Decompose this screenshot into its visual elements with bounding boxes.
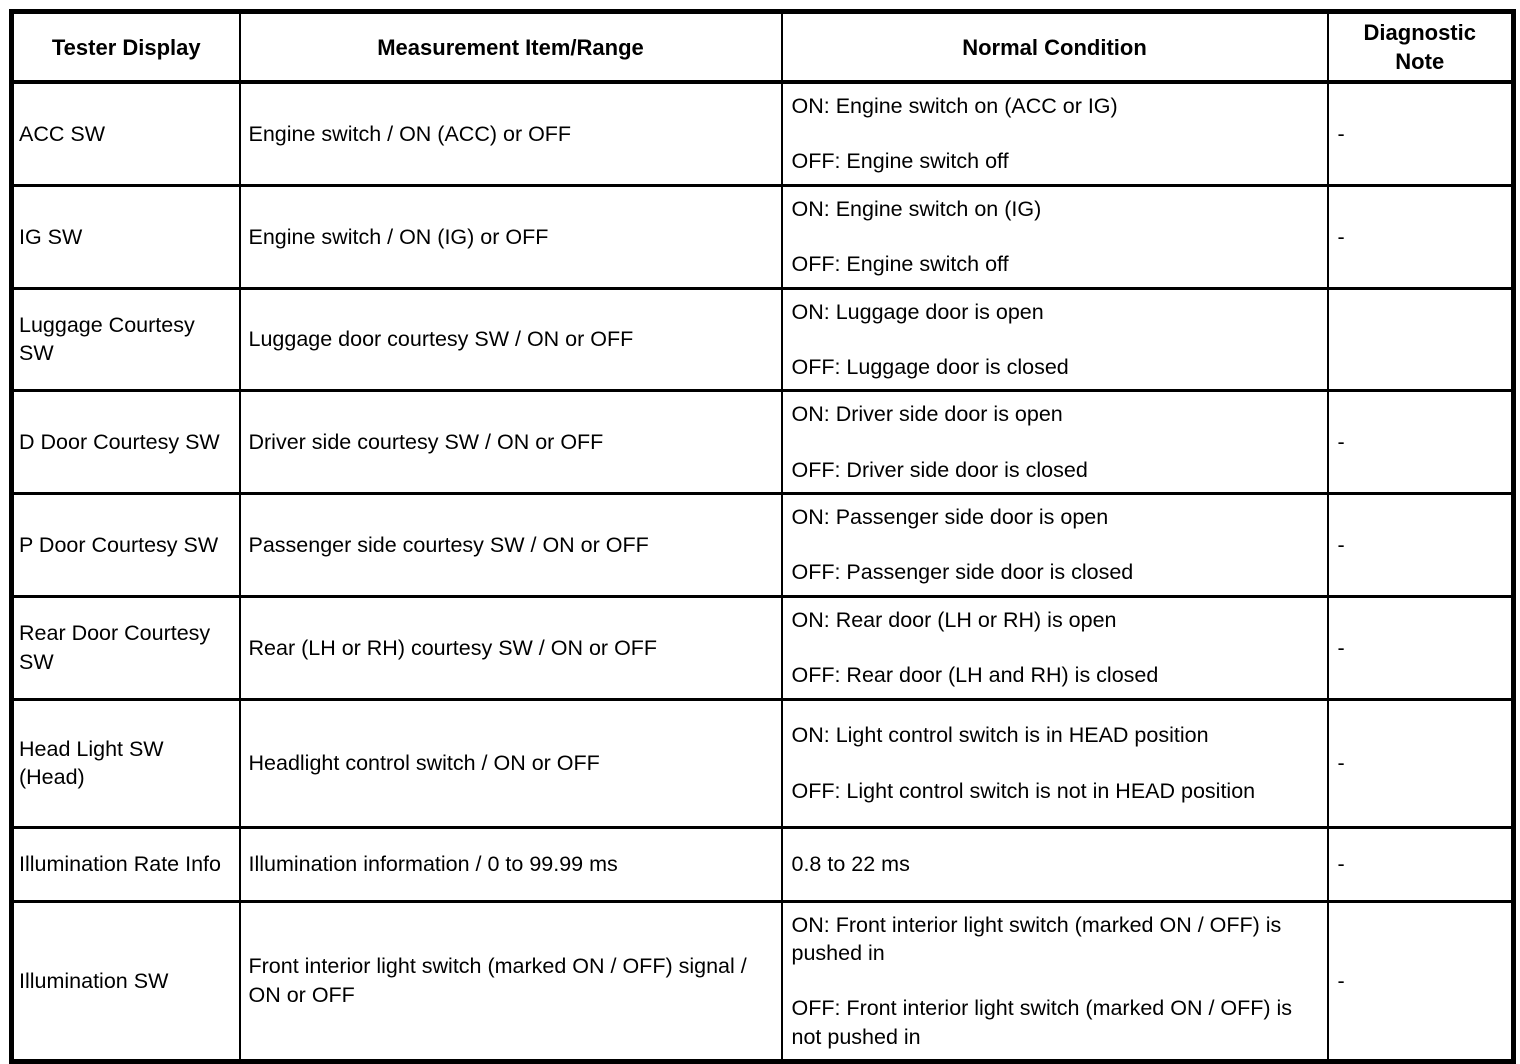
cell-normal-condition xyxy=(782,827,1328,901)
table-row xyxy=(12,185,1514,288)
cell-normal-condition xyxy=(782,82,1328,185)
cell-tester-display: Rear Door Courtesy SW xyxy=(12,596,240,699)
condition-line-off: OFF: Passenger side door is closed xyxy=(791,560,1134,585)
condition-line-off: OFF: Light control switch is not in HEAD position xyxy=(791,778,1256,803)
cell-measurement: Passenger side courtesy SW / ON or OFF xyxy=(240,494,782,597)
cell-measurement: Luggage door courtesy SW / ON or OFF xyxy=(240,288,782,391)
condition-line-on: ON: Engine switch on (ACC or IG) xyxy=(791,94,1118,119)
condition-line-on: ON: Passenger side door is open xyxy=(791,505,1109,530)
condition-line-off: OFF: Front interior light switch (marked ON / OFF) is not pushed in xyxy=(791,996,1293,1049)
cell-diagnostic-note: - xyxy=(1328,494,1514,597)
condition-line-on: ON: Engine switch on (IG) xyxy=(791,196,1042,221)
cell-normal-condition xyxy=(782,288,1328,391)
condition-line-range: 0.8 to 22 ms xyxy=(791,851,910,876)
table-row xyxy=(12,699,1514,827)
cell-normal-condition xyxy=(782,494,1328,597)
cell-diagnostic-note: - xyxy=(1328,82,1514,185)
table-row xyxy=(12,901,1514,1062)
cell-normal-condition xyxy=(782,185,1328,288)
cell-normal-condition xyxy=(782,699,1328,827)
cell-measurement: Engine switch / ON (ACC) or OFF xyxy=(240,82,782,185)
cell-normal-condition xyxy=(782,901,1328,1062)
condition-line-off: OFF: Rear door (LH and RH) is closed xyxy=(791,663,1159,688)
column-header-measurement-item-range: Measurement Item/Range xyxy=(240,12,782,83)
cell-diagnostic-note xyxy=(1328,288,1514,391)
cell-tester-display: Illumination SW xyxy=(12,901,240,1062)
cell-measurement: Illumination information / 0 to 99.99 ms xyxy=(240,827,782,901)
cell-tester-display: D Door Courtesy SW xyxy=(12,391,240,494)
condition-line-on: ON: Luggage door is open xyxy=(791,299,1044,324)
cell-normal-condition xyxy=(782,391,1328,494)
condition-line-off: OFF: Engine switch off xyxy=(791,149,1009,174)
table-row xyxy=(12,391,1514,494)
cell-normal-condition xyxy=(782,596,1328,699)
table-row xyxy=(12,82,1514,185)
table-header-row xyxy=(12,12,1514,83)
cell-diagnostic-note: - xyxy=(1328,699,1514,827)
table-row xyxy=(12,288,1514,391)
cell-tester-display: ACC SW xyxy=(12,82,240,185)
cell-diagnostic-note: - xyxy=(1328,596,1514,699)
cell-diagnostic-note: - xyxy=(1328,901,1514,1062)
cell-diagnostic-note: - xyxy=(1328,185,1514,288)
cell-tester-display: P Door Courtesy SW xyxy=(12,494,240,597)
cell-tester-display: Head Light SW (Head) xyxy=(12,699,240,827)
condition-line-off: OFF: Luggage door is closed xyxy=(791,354,1069,379)
condition-line-on: ON: Driver side door is open xyxy=(791,402,1063,427)
cell-tester-display: IG SW xyxy=(12,185,240,288)
condition-line-on: ON: Light control switch is in HEAD position xyxy=(791,723,1209,748)
cell-diagnostic-note: - xyxy=(1328,827,1514,901)
cell-tester-display: Illumination Rate Info xyxy=(12,827,240,901)
condition-line-off: OFF: Driver side door is closed xyxy=(791,457,1088,482)
cell-measurement: Headlight control switch / ON or OFF xyxy=(240,699,782,827)
column-header-diagnostic-note: Diagnostic Note xyxy=(1328,12,1514,83)
condition-line-off: OFF: Engine switch off xyxy=(791,252,1009,277)
column-header-normal-condition: Normal Condition xyxy=(782,12,1328,83)
condition-line-on: ON: Front interior light switch (marked ON / OFF) is pushed in xyxy=(791,912,1282,965)
table-row xyxy=(12,596,1514,699)
cell-tester-display: Luggage Courtesy SW xyxy=(12,288,240,391)
cell-measurement: Rear (LH or RH) courtesy SW / ON or OFF xyxy=(240,596,782,699)
column-header-tester-display: Tester Display xyxy=(12,12,240,83)
diagnostic-data-table xyxy=(9,9,1516,1064)
cell-measurement: Front interior light switch (marked ON / OFF) signal / ON or OFF xyxy=(240,901,782,1062)
table-row xyxy=(12,827,1514,901)
cell-diagnostic-note: - xyxy=(1328,391,1514,494)
condition-line-on: ON: Rear door (LH or RH) is open xyxy=(791,607,1117,632)
cell-measurement: Engine switch / ON (IG) or OFF xyxy=(240,185,782,288)
table-row xyxy=(12,494,1514,597)
cell-measurement: Driver side courtesy SW / ON or OFF xyxy=(240,391,782,494)
